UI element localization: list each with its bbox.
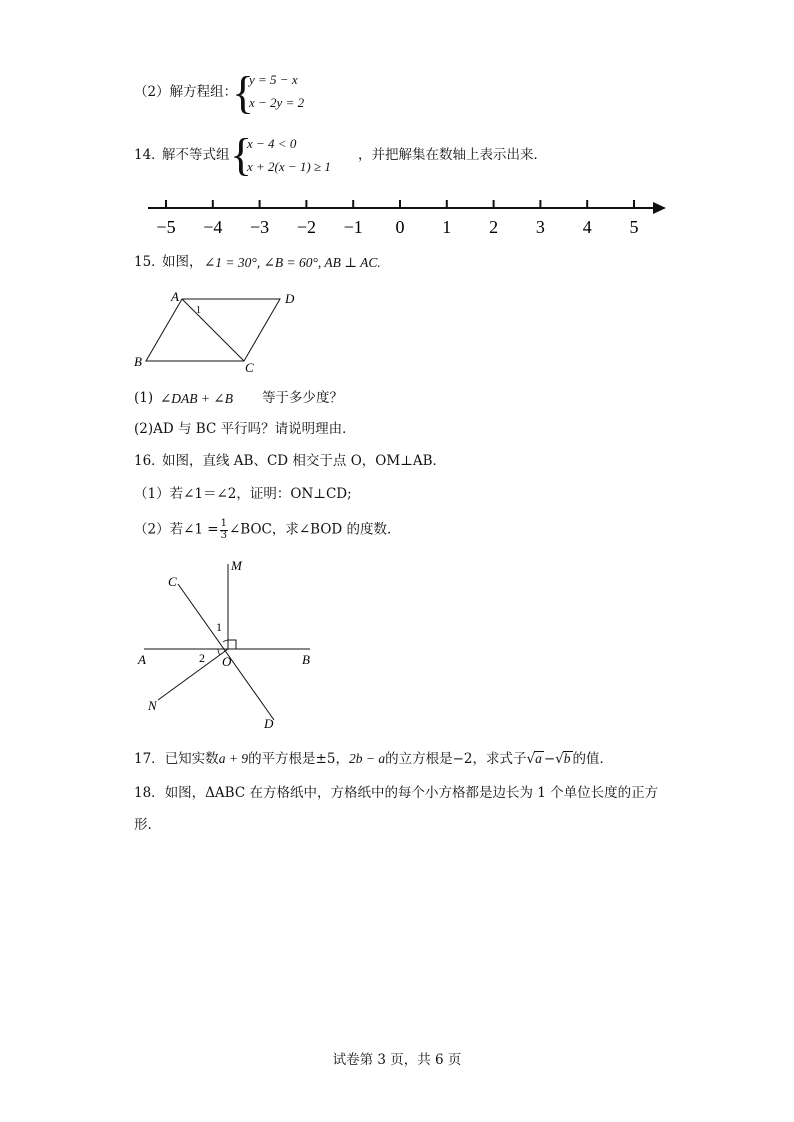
- number-line-label: 2: [489, 217, 499, 237]
- number-line-label: −3: [250, 217, 270, 237]
- q17-expr-1: a + 9: [218, 751, 249, 766]
- q15-label-angle-1: 1: [196, 305, 201, 316]
- q14-inequality-2: x + 2(x − 1) ≥ 1: [247, 159, 331, 174]
- q16-fraction-denominator: 3: [220, 529, 227, 541]
- q17-expr-2: 2b − a: [348, 751, 386, 766]
- q16-number: 16．: [134, 453, 165, 469]
- q15-part1-number: (1): [134, 390, 154, 406]
- number-line: [0, 195, 794, 255]
- q18-line1: [134, 787, 658, 801]
- q14-number: 14．: [134, 147, 165, 163]
- number-line-label: 1: [442, 217, 452, 237]
- q13-part2-prefix: （2）解方程组：: [134, 84, 238, 100]
- q17-text-c: 的立方根是−2，求式子: [385, 751, 527, 767]
- q17-text-d: 的值．: [572, 751, 614, 767]
- q16-intersecting-lines-figure: [130, 556, 330, 736]
- q15-label-d: D: [285, 291, 295, 306]
- q16-label-a: A: [138, 652, 146, 667]
- q16-part2-a: （2）若∠1 =: [134, 521, 219, 538]
- q17: [134, 751, 613, 767]
- number-line-arrow-icon: [653, 202, 666, 214]
- q15-label-a: A: [171, 289, 179, 304]
- q13-equation-1: y = 5 − x: [249, 72, 298, 87]
- q18-line2: 形.: [134, 817, 152, 833]
- q16-label-m: M: [231, 558, 242, 573]
- number-line-label: 4: [582, 217, 592, 237]
- q14-system-brace: {: [230, 129, 253, 180]
- q14-text-a: 解不等式组: [162, 147, 230, 163]
- q17-text-a: 已知实数: [164, 751, 219, 767]
- q15-part1-expr: ∠DAB + ∠B: [160, 391, 233, 406]
- number-line-label: 0: [395, 217, 405, 237]
- number-line-label: −2: [296, 217, 316, 237]
- q17-sqrt-b: √b: [555, 751, 571, 767]
- q15-part2: (2)AD 与 BC 平行吗？请说明理由．: [134, 421, 356, 437]
- q16-part2-b: ∠BOC，求∠BOD 的度数．: [228, 521, 401, 538]
- q18-text-line1: 如图，ΔABC 在方格纸中，方格纸中的每个小方格都是边长为 1 个单位长度的正方: [164, 785, 659, 801]
- q16-part1: （1）若∠1＝∠2，证明：ON⊥CD;: [134, 486, 352, 502]
- number-line-label: −1: [343, 217, 363, 237]
- q16-label-d: D: [264, 716, 274, 731]
- q16-label-angle-1: 1: [216, 620, 222, 634]
- q17-number: 17．: [134, 751, 165, 767]
- q16-part2: [134, 519, 401, 541]
- q15-parallelogram-figure: [130, 288, 330, 378]
- q17-text-b: 的平方根是±5，: [248, 751, 349, 767]
- q16-fraction: [220, 519, 228, 541]
- number-line-label: 3: [535, 217, 545, 237]
- q17-minus: −: [543, 751, 556, 767]
- q16-label-angle-2: 2: [199, 651, 205, 665]
- q15-part1-text: 等于多少度？: [262, 390, 343, 406]
- q15-given: ∠1 = 30°, ∠B = 60°, AB ⊥ AC.: [204, 255, 381, 270]
- q13-system-brace: {: [232, 67, 255, 118]
- q18-number: 18．: [134, 785, 165, 801]
- q15-text-a: 如图，: [162, 254, 203, 270]
- q15-label-c: C: [245, 360, 254, 375]
- q16-label-b: B: [302, 652, 310, 667]
- q15-label-b: B: [134, 354, 142, 369]
- q14-inequality-1: x − 4 < 0: [247, 136, 297, 151]
- q14-text-b: ，并把解集在数轴上表示出来．: [358, 147, 547, 163]
- page-footer: 试卷第 3 页，共 6 页: [332, 1052, 462, 1068]
- q16-text: 如图，直线 AB、CD 相交于点 O，OM⊥AB．: [162, 453, 447, 469]
- q17-sqrt-a: √a: [526, 751, 542, 767]
- q15-number: 15．: [134, 254, 165, 270]
- q16-label-n: N: [148, 698, 157, 713]
- number-line-label: −4: [203, 217, 223, 237]
- q16-label-o: O: [222, 654, 232, 669]
- q16-label-c: C: [168, 574, 177, 589]
- number-line-label: 5: [629, 217, 639, 237]
- number-line-label: −5: [156, 217, 176, 237]
- q16-fraction-numerator: 1: [220, 518, 227, 529]
- q13-equation-2: x − 2y = 2: [249, 95, 305, 110]
